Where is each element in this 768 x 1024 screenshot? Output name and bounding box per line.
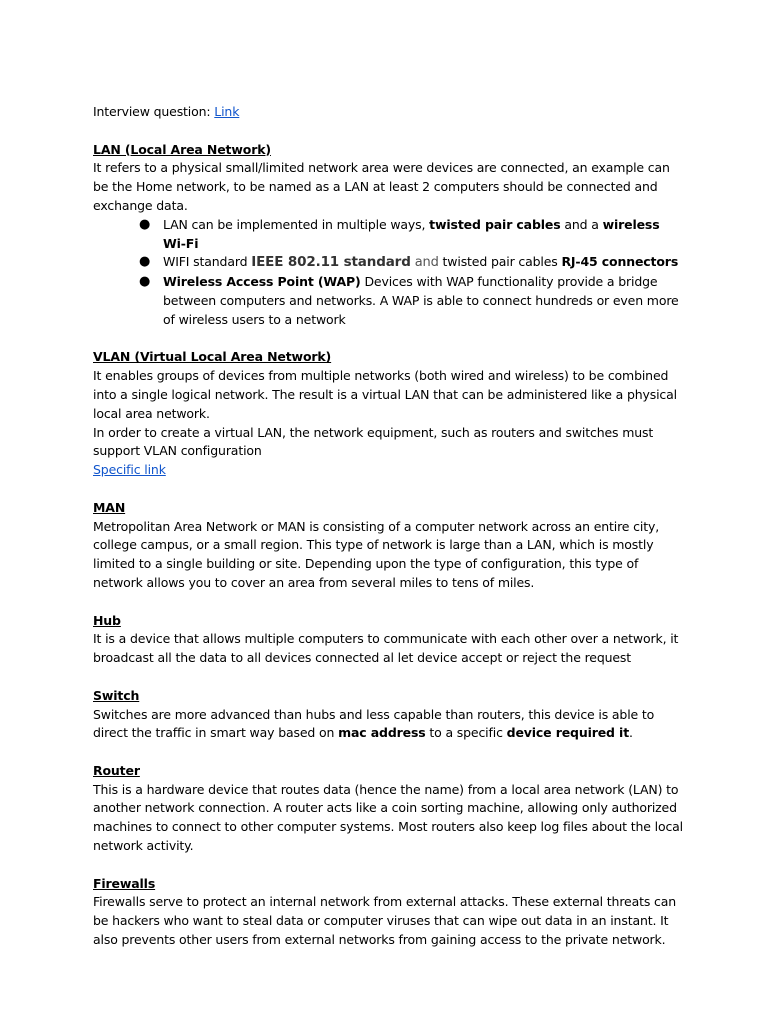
hub-paragraph: It is a device that allows multiple computers to communicate with each other over a network, it broadcast all the data to all devices connected al let device accept or reject the request xyxy=(93,631,679,666)
bullet-bold-text: Wireless Access Point (WAP) xyxy=(163,274,361,290)
lan-bullet-list xyxy=(93,216,683,330)
bullet-icon: ● xyxy=(139,254,151,270)
vlan-heading: VLAN (Virtual Local Area Network) xyxy=(93,349,332,365)
switch-bold-text: mac address xyxy=(338,725,426,741)
bullet-text: WIFI standard xyxy=(163,254,252,270)
switch-heading: Switch xyxy=(93,687,140,703)
bullet-text: and a xyxy=(560,216,603,232)
router-heading: Router xyxy=(93,762,140,778)
lan-heading: LAN (Local Area Network) xyxy=(93,141,271,157)
vlan-paragraph: It enables groups of devices from multiple networks (both wired and wireless) to be combined into a single logical network. The result is a virtual LAN that can be administered like a physical local area network. xyxy=(93,368,677,421)
document-body xyxy=(93,103,683,950)
bullet-icon: ● xyxy=(139,274,151,290)
man-paragraph: Metropolitan Area Network or MAN is consisting of a computer network across an entire city, college campus, or a small region. This type of network is large than a LAN, which is mostly limited to a single building or site. Depending upon the type of configuration, this type of network allows you to cover an area from several miles to tens of miles. xyxy=(93,518,660,590)
router-paragraph: This is a hardware device that routes data (hence the name) from a local area network (LAN) to another network connection. A router acts like a coin sorting machine, allowing only authorized machines to connect to other computer systems. Most routers also keep log files about the local network activity. xyxy=(93,781,684,854)
hub-heading: Hub xyxy=(93,612,121,628)
intro-text: Interview question: xyxy=(93,104,215,119)
bullet-bold-text: wireless Wi-Fi xyxy=(163,216,660,251)
list-item xyxy=(93,273,683,329)
bullet-large-text: IEEE 802.11 standard xyxy=(251,254,411,271)
firewalls-paragraph: Firewalls serve to protect an internal network from external attacks. These external threats can be hackers who want to steal data or computer viruses that can wipe out data in an instant. It also prevents other users from external networks from gaining access to the private network. xyxy=(93,894,677,948)
firewalls-heading: Firewalls xyxy=(93,875,156,891)
vlan-paragraph-2: In order to create a virtual LAN, the network equipment, such as routers and switches must support VLAN configuration xyxy=(93,424,654,459)
bullet-text: Devices with WAP functionality provide a bridge between computers and networks. A WAP is able to connect hundreds or even more of wireless users to a network xyxy=(163,274,679,327)
bullet-bold-text: RJ-45 connectors xyxy=(561,254,679,270)
bullet-bold-text: twisted pair cables xyxy=(429,216,561,232)
switch-text: to a specific xyxy=(425,725,507,741)
switch-text: . xyxy=(629,725,633,741)
bullet-text: twisted pair cables xyxy=(438,254,562,270)
man-heading: MAN xyxy=(93,499,126,515)
lan-paragraph: It refers to a physical small/limited network area were devices are connected, an example can be the Home network, to be named as a LAN at least 2 computers should be connected and exchange data. xyxy=(93,160,670,213)
list-item xyxy=(93,216,683,254)
switch-paragraph xyxy=(93,706,683,744)
intro-line xyxy=(93,103,683,122)
list-item xyxy=(93,253,683,273)
bullet-icon: ● xyxy=(139,216,151,232)
switch-text: Switches are more advanced than hubs and less capable than routers, this device is able to direct the traffic in smart way based on xyxy=(93,706,655,741)
switch-bold-text: device required it xyxy=(506,725,630,741)
interview-question-link[interactable]: Link xyxy=(214,104,240,119)
bullet-grey-text: and xyxy=(410,255,439,271)
bullet-text: LAN can be implemented in multiple ways, xyxy=(163,216,430,232)
vlan-specific-link[interactable]: Specific link xyxy=(93,462,166,478)
